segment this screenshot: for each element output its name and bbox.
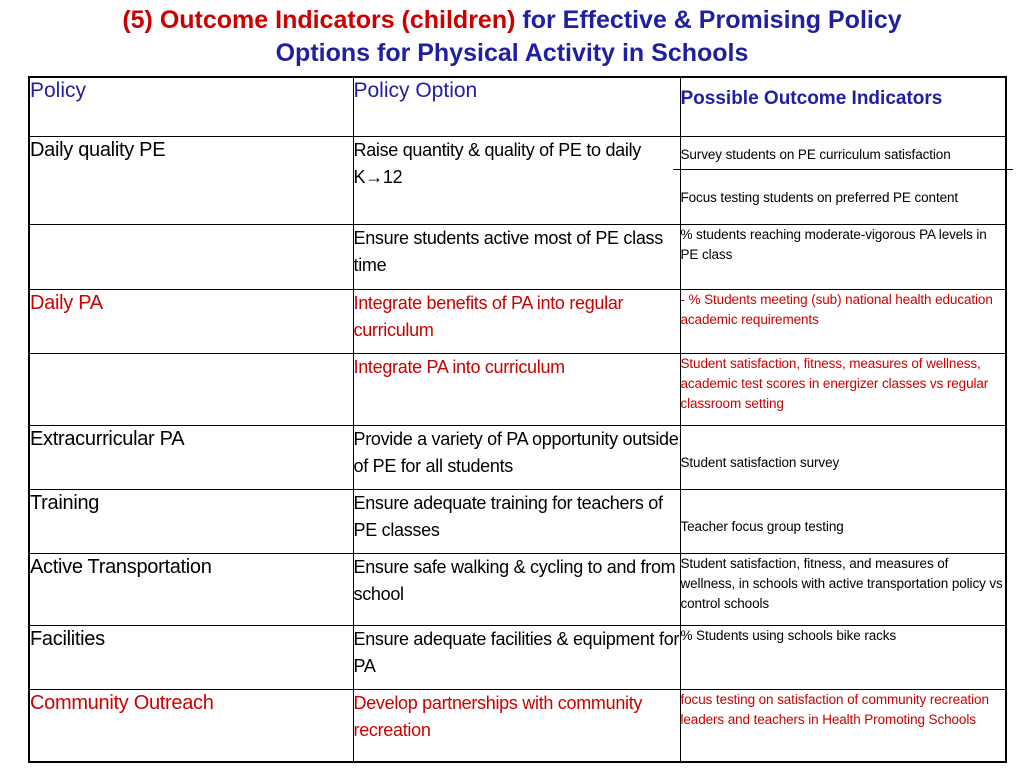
option-cell: Ensure adequate facilities & equipment for PA	[353, 626, 680, 690]
indicator-cell: % students reaching moderate-vigorous PA levels in PE class	[680, 225, 1006, 290]
policy-cell	[29, 225, 353, 290]
table-row	[29, 137, 1006, 225]
table-row	[29, 490, 1006, 554]
table-row	[29, 354, 1006, 426]
policy-cell: Daily quality PE	[29, 137, 353, 225]
indicator-cell	[680, 137, 1006, 225]
policy-cell: Active Transportation	[29, 554, 353, 626]
indicator-cell: focus testing on satisfaction of community recreation leaders and teachers in Health Promoting Schools	[680, 690, 1006, 762]
option-cell: Ensure adequate training for teachers of PE classes	[353, 490, 680, 554]
indicator-cell: Student satisfaction, fitness, measures of wellness, academic test scores in energizer classes vs regular classroom setting	[680, 354, 1006, 426]
indicator-cell: - % Students meeting (sub) national health education academic requirements	[680, 290, 1006, 354]
indicator-cell: Student satisfaction survey	[680, 426, 1006, 490]
table-header-row	[29, 77, 1006, 137]
policy-cell: Training	[29, 490, 353, 554]
table-row	[29, 554, 1006, 626]
title-line-2: Options for Physical Activity in Schools	[275, 39, 749, 67]
option-cell	[353, 137, 680, 225]
indicator-cell: Teacher focus group testing	[680, 490, 1006, 554]
title-part-red: (5) Outcome Indicators (children)	[122, 6, 516, 34]
option-text: Raise quantity & quality of PE to daily K→12	[353, 140, 641, 187]
policy-cell: Community Outreach	[29, 690, 353, 762]
indicator-item: Focus testing students on preferred PE content	[680, 190, 959, 205]
indicator-item: Survey students on PE curriculum satisfaction	[680, 147, 951, 162]
option-cell: Ensure students active most of PE class time	[353, 225, 680, 290]
table-row	[29, 626, 1006, 690]
indicator-cell: Student satisfaction, fitness, and measures of wellness, in schools with active transportation policy vs control schools	[680, 554, 1006, 626]
policy-cell: Daily PA	[29, 290, 353, 354]
option-cell: Provide a variety of PA opportunity outside of PE for all students	[353, 426, 680, 490]
table-body	[29, 137, 1006, 762]
policy-cell: Extracurricular PA	[29, 426, 353, 490]
policy-cell: Facilities	[29, 626, 353, 690]
header-policy: Policy	[29, 77, 353, 137]
policy-cell	[29, 354, 353, 426]
table-row	[29, 225, 1006, 290]
option-cell: Develop partnerships with community recreation	[353, 690, 680, 762]
title-part-blue: for Effective & Promising Policy	[515, 6, 902, 34]
option-cell: Ensure safe walking & cycling to and from school	[353, 554, 680, 626]
option-cell: Integrate benefits of PA into regular curriculum	[353, 290, 680, 354]
policy-table	[28, 76, 1007, 763]
indicator-cell: % Students using schools bike racks	[680, 626, 1006, 690]
page-title	[0, 4, 1024, 70]
table-row	[29, 690, 1006, 762]
table-row	[29, 290, 1006, 354]
table-row	[29, 426, 1006, 490]
header-outcome-indicators: Possible Outcome Indicators	[680, 77, 1006, 137]
header-policy-option: Policy Option	[353, 77, 680, 137]
option-cell: Integrate PA into curriculum	[353, 354, 680, 426]
